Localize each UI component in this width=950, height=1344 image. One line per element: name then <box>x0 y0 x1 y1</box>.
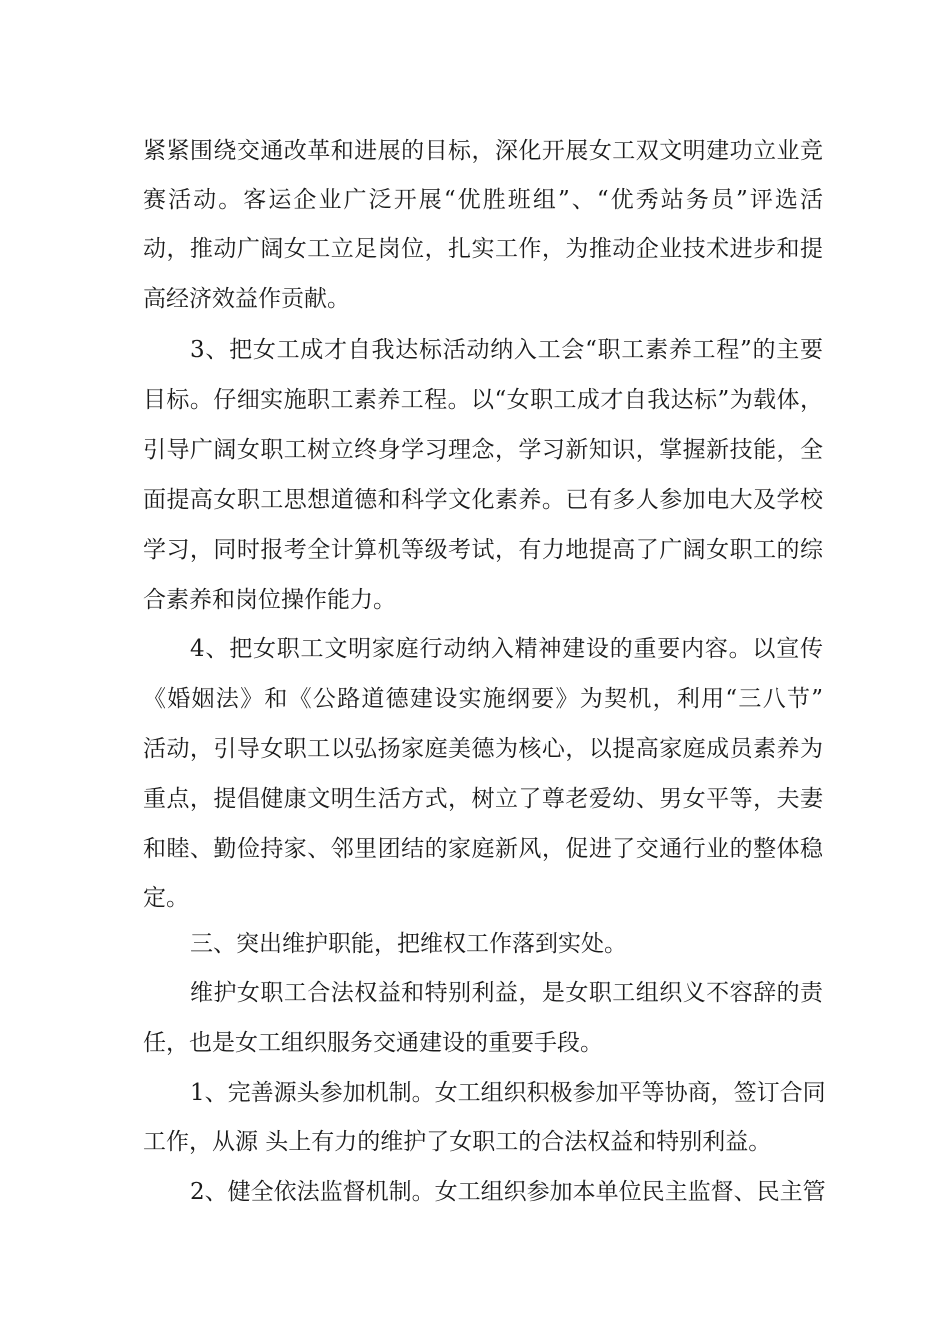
paragraph-line: 合素养和岗位操作能力。 <box>143 587 396 613</box>
paragraph-line: 2、健全依法监督机制。女工组织参加本单位民主监督、民主管 <box>190 1179 826 1205</box>
paragraph-line: 4、把女职工文明家庭行动纳入精神建设的重要内容。以宣传 <box>190 636 823 662</box>
paragraph-line: 三、突出维护职能，把维权工作落到实处。 <box>190 931 627 957</box>
paragraph-line: 目标。仔细实施职工素养工程。以“女职工成才自我达标”为载体， <box>143 387 823 413</box>
paragraph-line: 活动，引导女职工以弘扬家庭美德为核心，以提高家庭成员素养为 <box>143 736 823 762</box>
paragraph-line: 任，也是女工组织服务交通建设的重要手段。 <box>143 1030 603 1056</box>
paragraph-line: 赛活动。客运企业广泛开展“优胜班组”、“优秀站务员”评选活 <box>143 187 823 213</box>
paragraph-line: 《婚姻法》和《公路道德建设实施纲要》为契机，利用“三八节” <box>143 686 823 712</box>
paragraph-line: 面提高女职工思想道德和科学文化素养。已有多人参加电大及学校 <box>143 487 823 513</box>
paragraph-line: 重点，提倡健康文明生活方式，树立了尊老爱幼、男女平等，夫妻 <box>143 786 823 812</box>
paragraph-line: 高经济效益作贡献。 <box>143 286 350 312</box>
paragraph-line: 学习，同时报考全计算机等级考试，有力地提高了广阔女职工的综 <box>143 537 823 563</box>
paragraph-line: 紧紧围绕交通改革和进展的目标，深化开展女工双文明建功立业竞 <box>143 138 823 164</box>
paragraph-line: 引导广阔女职工树立终身学习理念，学习新知识，掌握新技能，全 <box>143 437 823 463</box>
paragraph-line: 1、完善源头参加机制。女工组织积极参加平等协商，签订合同 <box>190 1080 826 1106</box>
paragraph-line: 工作，从源 头上有力的维护了女职工的合法权益和特别利益。 <box>143 1129 772 1155</box>
paragraph-line: 定。 <box>143 885 189 911</box>
paragraph-line: 3、把女工成才自我达标活动纳入工会“职工素养工程”的主要 <box>190 337 823 363</box>
paragraph-line: 维护女职工合法权益和特别利益，是女职工组织义不容辞的责 <box>190 980 823 1006</box>
paragraph-line: 和睦、勤俭持家、邻里团结的家庭新风，促进了交通行业的整体稳 <box>143 836 823 862</box>
paragraph-line: 动，推动广阔女工立足岗位，扎实工作，为推动企业技术进步和提 <box>143 236 823 262</box>
